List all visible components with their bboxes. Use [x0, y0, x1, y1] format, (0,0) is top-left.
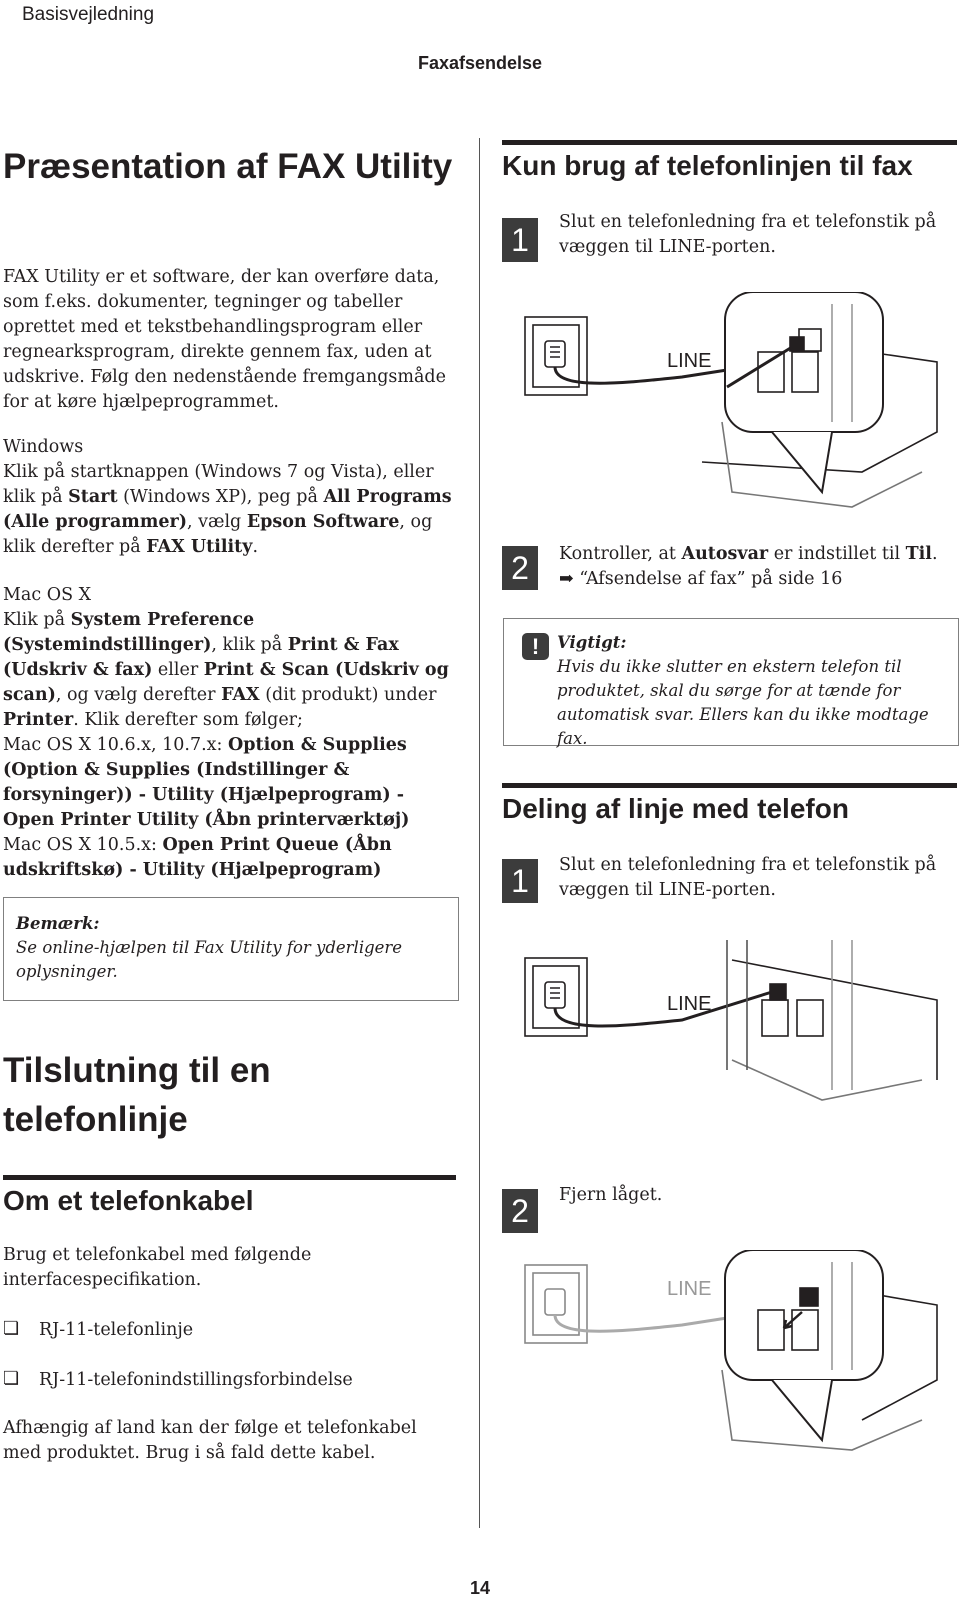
left-column [3, 142, 458, 191]
cable-subheading-block [3, 1175, 456, 1218]
line-label: LINE [667, 1278, 712, 1300]
heading-phone-cable: Om et telefonkabel [3, 1175, 456, 1218]
step-number-badge: 2 [502, 546, 538, 590]
step-number-badge: 1 [502, 859, 538, 903]
share-step-2 [502, 1183, 957, 1243]
share-step-1 [502, 853, 957, 913]
connection-heading-block [3, 1046, 458, 1144]
important-text: Hvis du ikke slutter en ekstern telefon til produktet, skal du sørge for at tænde for automatisk svar. Ellers kan du ikke modtage fax. [557, 657, 929, 748]
heading-telephone-line: Tilslutning til en telefonlinje [3, 1051, 271, 1139]
cable-intro-block [3, 1243, 458, 1293]
bullet-box-icon: ❏ [3, 1368, 20, 1389]
mac-label: Mac OS X [3, 585, 92, 605]
bullet-box-icon: ❏ [3, 1318, 20, 1339]
heading-fax-only: Kun brug af telefonlinjen til fax [502, 140, 957, 183]
share-line-illustration [522, 940, 942, 1110]
fax-step-1 [502, 210, 957, 270]
heading-fax-utility: Præsentation af FAX Utility [3, 147, 453, 186]
share-heading-block [502, 783, 957, 826]
section-title: Faxafsendelse [417, 53, 543, 73]
intro-paragraph: FAX Utility er et software, der kan overføre data, som f.eks. dokumenter, tegninger og tabeller oprettet med et tekstbehandlingsprogram eller regnearksprogram, direkte gennem fax, uden at udskrive. Følg den nedenstående fremgangsmåde for at køre hjælpeprogrammet. [3, 267, 446, 412]
fax-only-heading-block [502, 140, 957, 183]
step-text: Slut en telefonledning fra et telefonstik på væggen til LINE-porten. [559, 855, 937, 900]
line-port-illustration [522, 292, 942, 516]
mac-instructions: Klik på System Preference (Systemindstillinger), klik på Print & Fax (Udskriv & fax) eller Print & Scan (Udskriv og scan), og vælg derefter FAX (dit produkt) under Printer. Klik derefter som følger; [3, 610, 449, 730]
note-text: Se online-hjælpen til Fax Utility for yderligere oplysninger. [16, 938, 403, 981]
step-text: Fjern låget. [559, 1185, 663, 1205]
warning-icon: ! [522, 633, 549, 660]
intro-block [3, 265, 458, 415]
windows-instructions: Klik på startknappen (Windows 7 og Vista), eller klik på Start (Windows XP), peg på All Programs (Alle programmer), vælg Epson Software, og klik derefter på FAX Utility. [3, 462, 452, 557]
step-number-badge: 1 [502, 218, 538, 262]
step-number-badge: 2 [502, 1189, 538, 1233]
windows-label: Windows [3, 437, 84, 457]
line-label: LINE [667, 350, 712, 372]
step-text: Kontroller, at Autosvar er indstillet til Til. ➡ “Afsendelse af fax” på side 16 [559, 544, 938, 589]
mac-version-1: Mac OS X 10.6.x, 10.7.x: Option & Supplies (Option & Supplies (Indstillinger & forsyninger)) - Utility (Hjælpeprogram) - Open Printer Utility (Åbn printerværktøj) [3, 735, 410, 830]
fax-step-2 [502, 542, 957, 602]
important-box [503, 618, 959, 746]
note-title: Bemærk: [16, 914, 100, 933]
cable-intro: Brug et telefonkabel med følgende interfacespecifikation. [3, 1245, 312, 1290]
closing-paragraph: Afhængig af land kan der følge et telefonkabel med produktet. Brug i så fald dette kabel. [3, 1418, 417, 1463]
mac-version-2: Mac OS X 10.5.x: Open Print Queue (Åbn udskriftskø) - Utility (Hjælpeprogram) [3, 835, 392, 880]
list-item: RJ-11-telefonindstillingsforbindelse [39, 1370, 353, 1390]
note-box [3, 897, 459, 1001]
important-title: Vigtigt: [557, 633, 627, 652]
cable-list [3, 1318, 458, 1388]
column-divider [479, 138, 480, 1528]
remove-cover-illustration [522, 1250, 942, 1455]
heading-share-line: Deling af linje med telefon [502, 783, 957, 826]
list-item: RJ-11-telefonlinje [39, 1320, 194, 1340]
closing-block [3, 1416, 458, 1466]
line-label: LINE [667, 993, 712, 1015]
mac-block [3, 583, 458, 883]
running-head: Basisvejledning [22, 4, 155, 25]
arrow-right-icon: ➡ [559, 569, 574, 589]
windows-block [3, 435, 458, 560]
cross-reference-link[interactable]: “Afsendelse af fax” på side 16 [579, 569, 843, 589]
step-text: Slut en telefonledning fra et telefonstik på væggen til LINE-porten. [559, 212, 937, 257]
page-number: 14 [469, 1578, 491, 1598]
